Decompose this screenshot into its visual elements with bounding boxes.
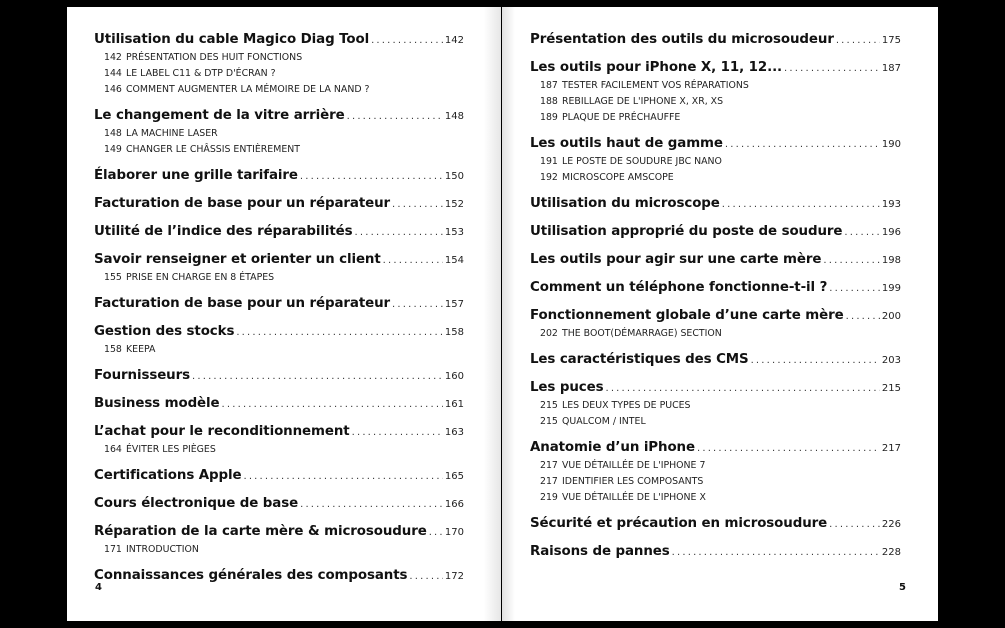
chapter-title: Comment un téléphone fonctionne-t-il ? bbox=[530, 280, 828, 295]
chapter-page-number: 158 bbox=[444, 327, 464, 338]
section-page-number: 188 bbox=[540, 96, 558, 107]
toc-section-entry[interactable] bbox=[94, 66, 464, 82]
dot-leader bbox=[383, 251, 443, 271]
toc-chapter-entry[interactable] bbox=[94, 422, 464, 442]
chapter-page-number: 203 bbox=[881, 355, 901, 366]
chapter-title: Facturation de base pour un réparateur bbox=[94, 296, 391, 311]
section-title: QUALCOM / INTEL bbox=[562, 416, 646, 427]
page-number: 5 bbox=[899, 582, 906, 593]
chapter-title: Savoir renseigner et orienter un client bbox=[94, 252, 381, 267]
chapter-page-number: 170 bbox=[444, 527, 464, 538]
chapter-title: Gestion des stocks bbox=[94, 324, 235, 339]
section-title: PLAQUE DE PRÉCHAUFFE bbox=[562, 112, 681, 123]
chapter-title: Anatomie d’un iPhone bbox=[530, 440, 695, 455]
section-title: PRÉSENTATION DES HUIT FONCTIONS bbox=[126, 52, 303, 63]
toc-section-entry[interactable] bbox=[530, 326, 901, 342]
toc-chapter-entry[interactable] bbox=[94, 106, 464, 126]
toc-section-entry[interactable] bbox=[94, 442, 464, 458]
chapter-page-number: 157 bbox=[444, 299, 464, 310]
toc-chapter-entry[interactable] bbox=[530, 542, 901, 562]
toc-section-entry[interactable] bbox=[94, 342, 464, 358]
dot-leader bbox=[352, 423, 443, 443]
dot-leader bbox=[844, 223, 880, 243]
chapter-page-number: 175 bbox=[881, 35, 901, 46]
section-page-number: 144 bbox=[104, 68, 122, 79]
section-title: PRISE EN CHARGE EN 8 ÉTAPES bbox=[126, 272, 275, 283]
chapter-title: Sécurité et précaution en microsoudure bbox=[530, 516, 828, 531]
dot-leader bbox=[846, 307, 880, 327]
dot-leader bbox=[829, 515, 880, 535]
dot-leader bbox=[823, 251, 880, 271]
toc-section-entry[interactable] bbox=[530, 458, 901, 474]
dot-leader bbox=[829, 279, 880, 299]
toc-chapter-entry[interactable] bbox=[530, 30, 901, 50]
toc-chapter-entry[interactable] bbox=[94, 166, 464, 186]
section-title: LE LABEL C11 & DTP D'ÉCRAN ? bbox=[126, 68, 276, 79]
toc-chapter-entry[interactable] bbox=[530, 222, 901, 242]
toc-section-entry[interactable] bbox=[530, 414, 901, 430]
toc-chapter-entry[interactable] bbox=[94, 250, 464, 270]
dot-leader bbox=[751, 351, 880, 371]
dot-leader bbox=[371, 31, 443, 51]
toc-chapter-entry[interactable] bbox=[94, 522, 464, 542]
dot-leader bbox=[725, 135, 880, 155]
toc-section-entry[interactable] bbox=[94, 142, 464, 158]
chapter-page-number: 152 bbox=[444, 199, 464, 210]
chapter-page-number: 228 bbox=[881, 547, 901, 558]
dot-leader bbox=[836, 31, 880, 51]
chapter-title: Les outils haut de gamme bbox=[530, 136, 723, 151]
section-page-number: 217 bbox=[540, 460, 558, 471]
section-title: TESTER FACILEMENT VOS RÉPARATIONS bbox=[562, 80, 749, 91]
section-page-number: 149 bbox=[104, 144, 122, 155]
chapter-title: Certifications Apple bbox=[94, 468, 242, 483]
toc-section-entry[interactable] bbox=[94, 50, 464, 66]
toc-chapter-entry[interactable] bbox=[530, 350, 901, 370]
section-page-number: 187 bbox=[540, 80, 558, 91]
dot-leader bbox=[222, 395, 443, 415]
dot-leader bbox=[697, 439, 880, 459]
toc-chapter-entry[interactable] bbox=[94, 322, 464, 342]
chapter-title: Les outils pour iPhone X, 11, 12... bbox=[530, 60, 783, 75]
toc-section-entry[interactable] bbox=[530, 78, 901, 94]
chapter-title: Utilisation du cable Magico Diag Tool bbox=[94, 32, 370, 47]
chapter-title: Les outils pour agir sur une carte mère bbox=[530, 252, 822, 267]
dot-leader bbox=[409, 567, 443, 587]
toc-chapter-entry[interactable] bbox=[530, 58, 901, 78]
chapter-title: Cours électronique de base bbox=[94, 496, 299, 511]
chapter-title: Connaissances générales des composants bbox=[94, 568, 408, 583]
chapter-title: Business modèle bbox=[94, 396, 220, 411]
chapter-page-number: 166 bbox=[444, 499, 464, 510]
left-page bbox=[67, 7, 501, 621]
section-page-number: 189 bbox=[540, 112, 558, 123]
section-title: VUE DÉTAILLÉE DE L'IPHONE X bbox=[562, 492, 706, 503]
section-title: MICROSCOPE AMSCOPE bbox=[562, 172, 674, 183]
chapter-title: Utilisation approprié du poste de soudure bbox=[530, 224, 843, 239]
section-page-number: 202 bbox=[540, 328, 558, 339]
dot-leader bbox=[355, 223, 443, 243]
chapter-title: Le changement de la vitre arrière bbox=[94, 108, 345, 123]
dot-leader bbox=[672, 543, 880, 563]
section-title: LES DEUX TYPES DE PUCES bbox=[562, 400, 691, 411]
chapter-title: Réparation de la carte mère & microsoudure bbox=[94, 524, 427, 539]
chapter-title: Élaborer une grille tarifaire bbox=[94, 168, 298, 183]
chapter-page-number: 217 bbox=[881, 443, 901, 454]
chapter-title: Les puces bbox=[530, 380, 604, 395]
section-page-number: 158 bbox=[104, 344, 122, 355]
right-page bbox=[502, 7, 938, 621]
chapter-title: Présentation des outils du microsoudeur bbox=[530, 32, 834, 47]
chapter-page-number: 142 bbox=[444, 35, 464, 46]
dot-leader bbox=[243, 467, 442, 487]
chapter-page-number: 154 bbox=[444, 255, 464, 266]
chapter-page-number: 196 bbox=[881, 227, 901, 238]
section-page-number: 148 bbox=[104, 128, 122, 139]
toc-chapter-entry[interactable] bbox=[94, 294, 464, 314]
section-page-number: 142 bbox=[104, 52, 122, 63]
toc-chapter-entry[interactable] bbox=[530, 194, 901, 214]
chapter-title: Raisons de pannes bbox=[530, 544, 670, 559]
dot-leader bbox=[392, 195, 443, 215]
chapter-page-number: 148 bbox=[444, 111, 464, 122]
section-title: LA MACHINE LASER bbox=[126, 128, 218, 139]
chapter-page-number: 187 bbox=[881, 63, 901, 74]
section-title: LE POSTE DE SOUDURE JBC NANO bbox=[562, 156, 722, 167]
toc-chapter-entry[interactable] bbox=[94, 394, 464, 414]
toc-chapter-entry[interactable] bbox=[530, 306, 901, 326]
section-title: ÉVITER LES PIÈGES bbox=[126, 444, 216, 455]
toc-section-entry[interactable] bbox=[530, 474, 901, 490]
dot-leader bbox=[605, 379, 879, 399]
section-title: COMMENT AUGMENTER LA MÉMOIRE DE LA NAND ? bbox=[126, 84, 370, 95]
section-page-number: 155 bbox=[104, 272, 122, 283]
section-page-number: 219 bbox=[540, 492, 558, 503]
toc-chapter-entry[interactable] bbox=[530, 438, 901, 458]
chapter-page-number: 200 bbox=[881, 311, 901, 322]
chapter-title: Utilité de l’indice des réparabilités bbox=[94, 224, 353, 239]
chapter-page-number: 190 bbox=[881, 139, 901, 150]
section-page-number: 217 bbox=[540, 476, 558, 487]
chapter-title: Fournisseurs bbox=[94, 368, 190, 383]
chapter-page-number: 163 bbox=[444, 427, 464, 438]
toc-section-entry[interactable] bbox=[530, 110, 901, 126]
dot-leader bbox=[722, 195, 880, 215]
toc-chapter-entry[interactable] bbox=[94, 566, 464, 586]
chapter-title: Les caractéristiques des CMS bbox=[530, 352, 749, 367]
section-title: VUE DÉTAILLÉE DE L'IPHONE 7 bbox=[562, 460, 706, 471]
section-page-number: 215 bbox=[540, 416, 558, 427]
section-page-number: 192 bbox=[540, 172, 558, 183]
toc-section-entry[interactable] bbox=[530, 154, 901, 170]
dot-leader bbox=[300, 167, 443, 187]
section-title: IDENTIFIER LES COMPOSANTS bbox=[562, 476, 704, 487]
chapter-page-number: 198 bbox=[881, 255, 901, 266]
toc-chapter-entry[interactable] bbox=[94, 222, 464, 242]
toc-section-entry[interactable] bbox=[94, 542, 464, 558]
section-title: REBILLAGE DE L'IPHONE X, XR, XS bbox=[562, 96, 724, 107]
section-page-number: 164 bbox=[104, 444, 122, 455]
toc-chapter-entry[interactable] bbox=[530, 134, 901, 154]
toc-chapter-entry[interactable] bbox=[94, 494, 464, 514]
dot-leader bbox=[429, 523, 443, 543]
section-page-number: 191 bbox=[540, 156, 558, 167]
chapter-page-number: 199 bbox=[881, 283, 901, 294]
chapter-page-number: 165 bbox=[444, 471, 464, 482]
dot-leader bbox=[192, 367, 443, 387]
toc-section-entry[interactable] bbox=[94, 82, 464, 98]
dot-leader bbox=[392, 295, 443, 315]
toc-section-entry[interactable] bbox=[94, 270, 464, 286]
dot-leader bbox=[300, 495, 443, 515]
section-page-number: 171 bbox=[104, 544, 122, 555]
toc-list bbox=[530, 30, 901, 562]
chapter-title: Utilisation du microscope bbox=[530, 196, 720, 211]
section-page-number: 146 bbox=[104, 84, 122, 95]
chapter-title: Facturation de base pour un réparateur bbox=[94, 196, 391, 211]
chapter-title: L’achat pour le reconditionnement bbox=[94, 424, 350, 439]
toc-section-entry[interactable] bbox=[530, 170, 901, 186]
dot-leader bbox=[784, 59, 880, 79]
toc-chapter-entry[interactable] bbox=[530, 278, 901, 298]
chapter-page-number: 172 bbox=[444, 571, 464, 582]
page-number: 4 bbox=[95, 582, 102, 593]
dot-leader bbox=[347, 107, 443, 127]
chapter-page-number: 226 bbox=[881, 519, 901, 530]
toc-chapter-entry[interactable] bbox=[530, 378, 901, 398]
chapter-page-number: 160 bbox=[444, 371, 464, 382]
toc-chapter-entry[interactable] bbox=[94, 30, 464, 50]
toc-chapter-entry[interactable] bbox=[530, 514, 901, 534]
toc-chapter-entry[interactable] bbox=[94, 366, 464, 386]
section-title: KEEPA bbox=[126, 344, 156, 355]
section-page-number: 215 bbox=[540, 400, 558, 411]
toc-section-entry[interactable] bbox=[530, 490, 901, 506]
section-title: INTRODUCTION bbox=[126, 544, 199, 555]
toc-chapter-entry[interactable] bbox=[530, 250, 901, 270]
chapter-page-number: 153 bbox=[444, 227, 464, 238]
toc-section-entry[interactable] bbox=[530, 94, 901, 110]
chapter-title: Fonctionnement globale d’une carte mère bbox=[530, 308, 844, 323]
section-title: THE BOOT(DÉMARRAGE) SECTION bbox=[562, 328, 722, 339]
toc-list bbox=[94, 30, 464, 586]
dot-leader bbox=[236, 323, 443, 343]
toc-section-entry[interactable] bbox=[94, 126, 464, 142]
chapter-page-number: 161 bbox=[444, 399, 464, 410]
chapter-page-number: 193 bbox=[881, 199, 901, 210]
toc-section-entry[interactable] bbox=[530, 398, 901, 414]
toc-chapter-entry[interactable] bbox=[94, 466, 464, 486]
toc-chapter-entry[interactable] bbox=[94, 194, 464, 214]
section-title: CHANGER LE CHÂSSIS ENTIÈREMENT bbox=[126, 144, 300, 155]
chapter-page-number: 150 bbox=[444, 171, 464, 182]
chapter-page-number: 215 bbox=[881, 383, 901, 394]
